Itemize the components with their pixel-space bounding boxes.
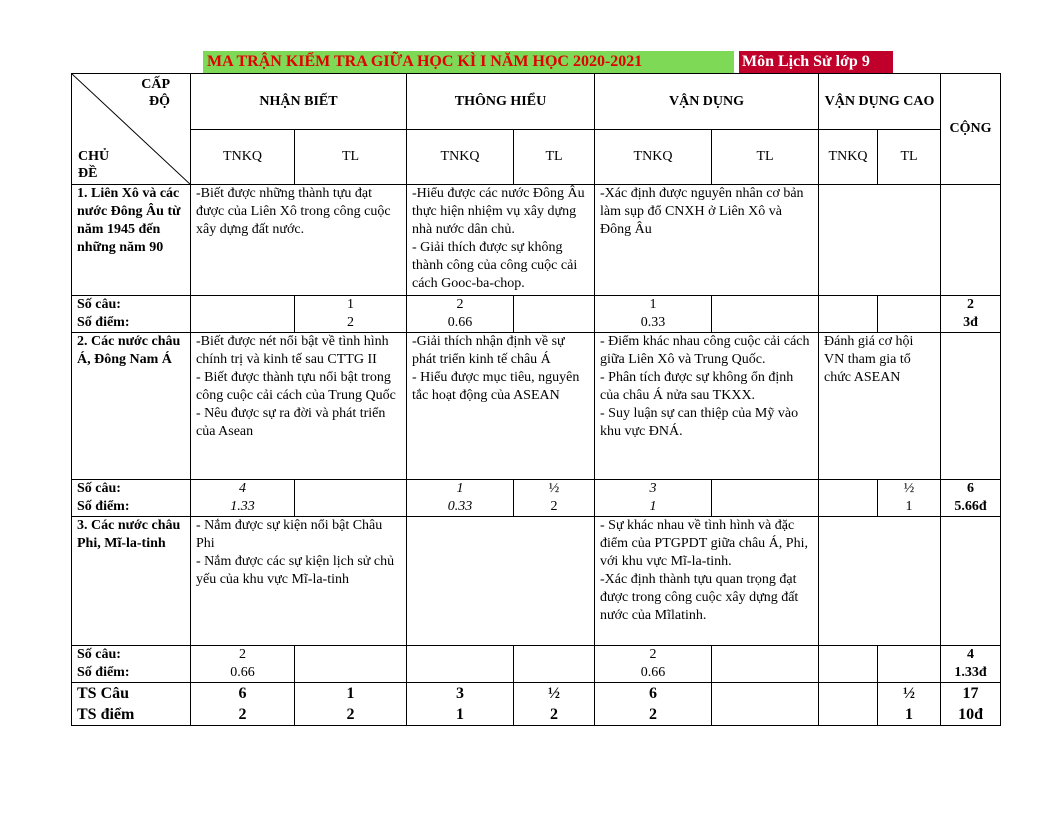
subheader-vd-tl: TL: [712, 130, 819, 185]
objective-th-cell: -Hiểu được các nước Đông Âu thực hiện nhiệm vụ xây dựng nhà nước dân chủ. - Giải thích được sự không thành công của công cuộc cải cách Gooc-ba-chop.: [407, 185, 595, 296]
vdc-tl-cell: ½ 1: [878, 480, 941, 517]
totals-vdc-tnkq: [819, 683, 878, 726]
vd-tl-cell: [712, 480, 819, 517]
totals-grand: 17 10đ: [941, 683, 1001, 726]
vdc-tnkq-cell: [819, 480, 878, 517]
count-label-cell: Số câu: Số điểm:: [72, 480, 191, 517]
vdc-tnkq-cell: [819, 296, 878, 333]
empty-cell: [941, 185, 1001, 296]
subheader-vdc-tnkq: TNKQ: [819, 130, 878, 185]
objective-vdc-cell: Đánh giá cơ hội VN tham gia tổ chức ASEAN: [819, 333, 941, 480]
nb-tnkq-cell: 4 1.33: [191, 480, 295, 517]
topic-cell: 2. Các nước châu Á, Đông Nam Á: [72, 333, 191, 480]
vdc-tl-cell: [878, 646, 941, 683]
cap-do-label: [141, 76, 170, 110]
nb-tnkq-cell: 2 0.66: [191, 646, 295, 683]
th-tnkq-cell: 2 0.66: [407, 296, 514, 333]
cap-label: CẤP: [141, 77, 170, 92]
table-row: [72, 480, 1001, 517]
objective-vdc-cell: [819, 517, 941, 646]
totals-vd-tnkq: 6 2: [595, 683, 712, 726]
chu-label: CHỦ: [78, 149, 110, 164]
vdc-tnkq-cell: [819, 646, 878, 683]
nb-tl-cell: [295, 646, 407, 683]
title-row: [203, 51, 893, 73]
empty-cell: [941, 517, 1001, 646]
vd-tl-cell: [712, 646, 819, 683]
objective-nb-cell: -Biết được nét nổi bật về tình hình chính trị và kinh tế sau CTTG II - Biết được thành tựu nổi bật trong công cuộc cải cách của Trung Quốc - Nêu được sự ra đời và phát triển của Asean: [191, 333, 407, 480]
topic-cell: 3. Các nước châu Phi, Mĩ-la-tinh: [72, 517, 191, 646]
topic-cell: 1. Liên Xô và các nước Đông Âu từ năm 1945 đến những năm 90: [72, 185, 191, 296]
totals-nb-tnkq: [191, 683, 295, 726]
document-title: MA TRẬN KIỂM TRA GIỮA HỌC KÌ I NĂM HỌC 2020-2021: [203, 51, 734, 73]
th-tnkq-cell: 1 0.33: [407, 480, 514, 517]
totals-th-tl: ½ 2: [514, 683, 595, 726]
table-row: [72, 296, 1001, 333]
header-van-dung: VẬN DỤNG: [595, 74, 819, 130]
objective-nb-cell: - Nắm được sự kiện nổi bật Châu Phi - Nắm được các sự kiện lịch sử chủ yếu của khu vực Mĩ-la-tinh: [191, 517, 407, 646]
subheader-vdc-tl: TL: [878, 130, 941, 185]
objective-nb-cell: -Biết được những thành tựu đạt được của Liên Xô trong công cuộc xây dựng đất nước.: [191, 185, 407, 296]
header-cong: CỘNG: [941, 74, 1001, 185]
table-row: [72, 646, 1001, 683]
totals-vd-tl: [712, 683, 819, 726]
nb-tl-cell: [295, 480, 407, 517]
th-tnkq-cell: [407, 646, 514, 683]
objective-th-cell: [407, 517, 595, 646]
header-van-dung-cao: VẬN DỤNG CAO: [819, 74, 941, 130]
th-tl-cell: ½ 2: [514, 480, 595, 517]
table-row: [72, 517, 1001, 646]
totals-nb-tnkq-value: 6 2: [238, 685, 247, 723]
vd-tnkq-cell: 1 0.33: [595, 296, 712, 333]
vd-tl-cell: [712, 296, 819, 333]
totals-label-cell: TS Câu TS điểm: [72, 683, 191, 726]
table-row: [72, 333, 1001, 480]
count-label-cell: Số câu: Số điểm:: [72, 646, 191, 683]
table-row: [72, 185, 1001, 296]
vd-tnkq-cell: 3 1: [595, 480, 712, 517]
do-label: ĐỘ: [149, 94, 170, 109]
objective-th-cell: -Giải thích nhận định về sự phát triển kinh tế châu Á - Hiểu được mục tiêu, nguyên tắc hoạt động của ASEAN: [407, 333, 595, 480]
totals-th-tnkq: 3 1: [407, 683, 514, 726]
total-cell: 4 1.33đ: [941, 646, 1001, 683]
subheader-th-tnkq: TNKQ: [407, 130, 514, 185]
objective-vdc-cell: [819, 185, 941, 296]
subheader-nb-tl: TL: [295, 130, 407, 185]
totals-vdc-tl: ½ 1: [878, 683, 941, 726]
exam-matrix-table: [71, 73, 1001, 726]
chu-de-label: [78, 148, 109, 182]
de-label: ĐỀ: [78, 166, 98, 181]
total-cell: 2 3đ: [941, 296, 1001, 333]
objective-vd-cell: - Điểm khác nhau công cuộc cải cách giữa Liên Xô và Trung Quốc. - Phân tích được sự không ổn định của châu Á nửa sau TKXX. - Suy luận sự can thiệp của Mỹ vào khu vực ĐNÁ.: [595, 333, 819, 480]
total-cell: 6 5.66đ: [941, 480, 1001, 517]
totals-row: [72, 683, 1001, 726]
empty-cell: [941, 333, 1001, 480]
subheader-nb-tnkq: TNKQ: [191, 130, 295, 185]
objective-vd-cell: - Sự khác nhau về tình hình và đặc điểm của PTGPDT giữa châu Á, Phi, với khu vực Mĩ-la-tinh. -Xác định thành tựu quan trọng đạt được trong công cuộc xây dựng đất nước của Mĩlatinh.: [595, 517, 819, 646]
subheader-th-tl: TL: [514, 130, 595, 185]
vdc-tl-cell: [878, 296, 941, 333]
th-tl-cell: [514, 646, 595, 683]
header-nhan-biet: NHẬN BIẾT: [191, 74, 407, 130]
subheader-vd-tnkq: TNKQ: [595, 130, 712, 185]
vd-tnkq-cell: 2 0.66: [595, 646, 712, 683]
nb-tnkq-cell: [191, 296, 295, 333]
corner-header-cell: [72, 74, 191, 185]
nb-tl-cell: 1 2: [295, 296, 407, 333]
objective-vd-cell: -Xác định được nguyên nhân cơ bản làm sụp đổ CNXH ở Liên Xô và Đông Âu: [595, 185, 819, 296]
header-thong-hieu: THÔNG HIỂU: [407, 74, 595, 130]
count-label-cell: Số câu: Số điểm:: [72, 296, 191, 333]
document-subtitle: Môn Lịch Sử lớp 9: [739, 51, 893, 73]
totals-nb-tl: 1 2: [295, 683, 407, 726]
th-tl-cell: [514, 296, 595, 333]
